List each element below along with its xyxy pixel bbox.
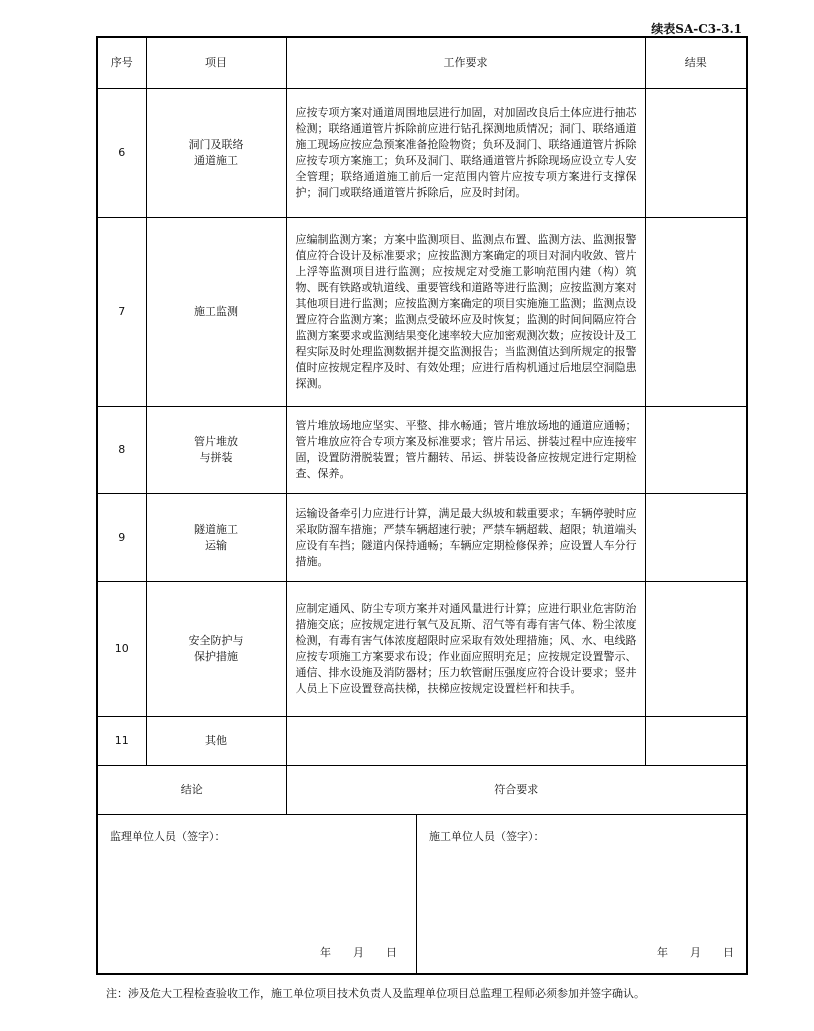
row-item-text: 施工监测: [194, 305, 238, 318]
row-item-text: 管片堆放 与拼装: [194, 435, 238, 464]
conclusion-value[interactable]: 符合要求: [286, 766, 747, 815]
row-result[interactable]: [645, 218, 747, 407]
row-index: 7: [97, 218, 146, 407]
form-code: 续表SA-C3-3.1: [651, 22, 742, 36]
contractor-month-label: 月: [690, 946, 701, 959]
conclusion-label: 结论: [97, 766, 286, 815]
row-result[interactable]: [645, 89, 747, 218]
table-row: [97, 717, 747, 766]
row-requirements: 管片堆放场地应坚实、平整、排水畅通；管片堆放场地的通道应通畅；管片堆放应符合专项方案及标准要求；管片吊运、拼装过程中应连接牢固，设置防滑脱装置；管片翻转、吊运、拼装设备应按规定进行定期检查、保养。: [286, 407, 645, 494]
row-index: 10: [97, 582, 146, 717]
header-item: 项目: [146, 37, 286, 89]
supervisor-signature-cell[interactable]: [97, 815, 747, 975]
header-index: 序号: [97, 37, 146, 89]
row-item-text: 安全防护与 保护措施: [188, 634, 244, 663]
row-item: [146, 717, 286, 766]
row-index: 6: [97, 89, 146, 218]
table-row: [97, 494, 747, 582]
table-row: [97, 218, 747, 407]
row-requirements[interactable]: [286, 717, 645, 766]
contractor-signature-label: 施工单位人员（签字）：: [429, 830, 545, 843]
table-header-row: [97, 37, 747, 89]
row-requirements: 应制定通风、防尘专项方案并对通风量进行计算；应进行职业危害防治措施交底；应按规定进行氧气及瓦斯、沼气等有毒有害气体、粉尘浓度检测，有毒有害气体浓度超限时应采取有效处理措施；风、水、电线路应按专项施工方案要求布设；作业面应照明充足；应按规定设置警示、通信、排水设施及消防器材；压力软管耐压强度应符合设计要求；竖井人员上下应设置登高扶梯，扶梯应按规定设置栏杆和扶手。: [286, 582, 645, 717]
row-item: [146, 582, 286, 717]
signature-row: [97, 815, 747, 975]
row-item: [146, 218, 286, 407]
supervisor-signature-date: [320, 945, 397, 961]
supervisor-signature-label: 监理单位人员（签字）：: [110, 830, 226, 843]
row-item-text: 其他: [205, 734, 227, 747]
row-requirements: 运输设备牵引力应进行计算，满足最大纵坡和载重要求；车辆停驶时应采取防溜车措施；严禁车辆超速行驶；严禁车辆超载、超限；轨道端头应设有车挡；隧道内保持通畅；车辆应定期检修保养；应设置人车分行措施。: [286, 494, 645, 582]
row-requirements: 应按专项方案对通道周围地层进行加固，对加固改良后土体应进行抽芯检测；联络通道管片拆除前应进行钻孔探测地质情况；洞门、联络通道施工现场应按应急预案准备抢险物资；负环及洞门、联络通道管片拆除应按专项方案施工；负环及洞门、联络通道管片拆除现场应设立专人安全管理；联络通道施工前后一定范围内管片应按专项方案进行支撑保护；洞门或联络通道管片拆除后，应及时封闭。: [286, 89, 645, 218]
supervisor-day-label: 日: [386, 946, 397, 959]
table-row: [97, 407, 747, 494]
contractor-signature-date: [657, 945, 734, 961]
supervisor-year-label: 年: [320, 946, 331, 959]
row-result[interactable]: [645, 717, 747, 766]
table-row: [97, 582, 747, 717]
contractor-year-label: 年: [657, 946, 668, 959]
row-item-text: 隧道施工 运输: [194, 522, 238, 552]
row-index: 9: [97, 494, 146, 582]
contractor-day-label: 日: [723, 946, 734, 959]
row-result[interactable]: [645, 582, 747, 717]
row-requirements: 应编制监测方案；方案中监测项目、监测点布置、监测方法、监测报警值应符合设计及标准要求；应按监测方案确定的项目对洞内收敛、管片上浮等监测项目进行监测；应按规定对受施工影响范围内建（构）筑物、既有铁路或轨道线、重要管线和道路等进行监测；应按监测方案对其他项目进行监测；应按监测方案确定的项目实施施工监测；监测点设置应符合监测方案；监测点受破坏应及时恢复；监测的时间间隔应符合监测方案要求或监测结果变化速率较大应加密观测次数；应按设计及工程实际及时处理监测数据并提交监测报告；当监测值达到所规定的报警值时应按规定程序及时、有效处理；应进行盾构机通过后地层空洞隐患探测。: [286, 218, 645, 407]
row-item: [146, 89, 286, 218]
row-index: 11: [97, 717, 146, 766]
footer-note: 注：涉及危大工程检查验收工作，施工单位项目技术负责人及监理单位项目总监理工程师必须参加并签字确认。: [106, 987, 645, 1000]
header-requirements: 工作要求: [286, 37, 645, 89]
row-item: [146, 494, 286, 582]
row-result[interactable]: [645, 407, 747, 494]
table-row: [97, 89, 747, 218]
row-index: 8: [97, 407, 146, 494]
supervisor-month-label: 月: [353, 946, 364, 959]
header-result: 结果: [645, 37, 747, 89]
row-item: [146, 407, 286, 494]
inspection-table: [96, 36, 748, 975]
row-result[interactable]: [645, 494, 747, 582]
conclusion-row: [97, 766, 747, 815]
row-item-text: 洞门及联络 通道施工: [188, 138, 244, 167]
